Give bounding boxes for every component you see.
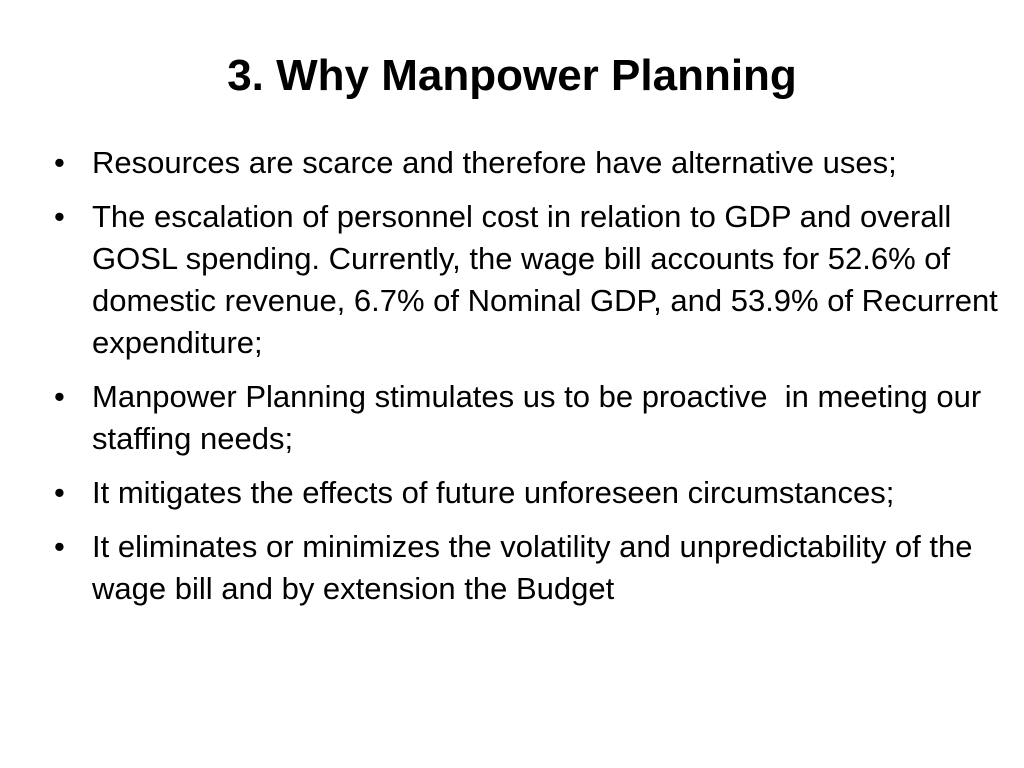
slide-title: 3. Why Manpower Planning — [227, 51, 797, 100]
bullet-dot-icon: • — [54, 199, 65, 234]
bullet-item — [52, 196, 1004, 364]
bullet-item — [52, 472, 1004, 514]
bullet-dot-icon: • — [54, 529, 65, 564]
bullet-text: It eliminates or minimizes the volatility and unpredictability of the wage bill and by extension the Budget — [92, 529, 973, 606]
bullet-item — [52, 376, 1004, 460]
bullet-dot-icon: • — [54, 379, 65, 414]
bullet-dot-icon: • — [54, 145, 65, 180]
bullet-item — [52, 142, 1004, 184]
bullet-dot-icon: • — [54, 475, 65, 510]
bullet-text: The escalation of personnel cost in relation to GDP and overall GOSL spending. Currently, the wage bill accounts for 52.6% of domestic revenue, 6.7% of Nominal GDP, and 53.9% of Recurrent expenditure; — [92, 199, 998, 360]
bullet-text: Resources are scarce and therefore have alternative uses; — [92, 145, 897, 180]
bullet-text: Manpower Planning stimulates us to be proactive in meeting our staffing needs; — [92, 379, 990, 456]
bullet-text: It mitigates the effects of future unforeseen circumstances; — [92, 475, 895, 510]
bullet-item — [52, 526, 1004, 610]
bullet-list — [52, 142, 1004, 622]
